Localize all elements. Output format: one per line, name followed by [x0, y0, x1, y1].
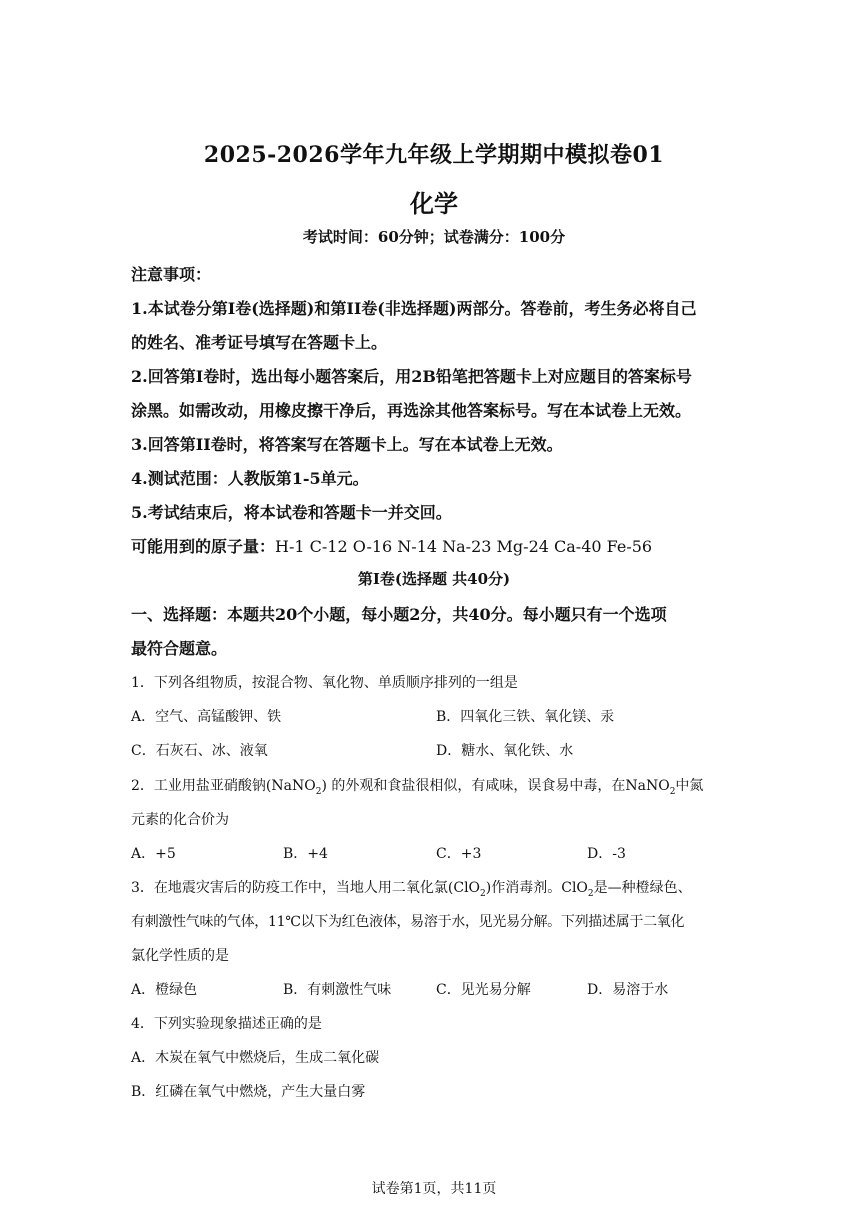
question-3-option-c: C．见光易分解: [436, 982, 531, 998]
exam-title: 2025-2026学年九年级上学期期中模拟卷01: [203, 142, 665, 168]
question-3-stem-line-2: 有刺激性气味的气体，11℃以下为红色液体，易溶于水，见光易分解。下列描述属于二氧化: [131, 914, 685, 930]
question-2-option-c: C．+3: [436, 846, 482, 862]
q2-stem-part-b: ) 的外观和食盐很相似，有咸味，误食易中毒，在NaNO: [321, 778, 670, 794]
question-1-option-c: C．石灰石、冰、液氧: [131, 743, 268, 759]
question-3-option-b: B．有刺激性气味: [283, 982, 392, 998]
question-4-stem: 4．下列实验现象描述正确的是: [131, 1016, 322, 1032]
atomic-mass-values: H-1 C-12 O-16 N-14 Na-23 Mg-24 Ca-40 Fe-56: [275, 537, 653, 556]
question-2-stem-line-1: [131, 775, 746, 797]
part-title: 第I卷(选择题 共40分): [357, 570, 511, 588]
section-heading-line-1: 一、选择题：本题共20个小题，每小题2分，共40分。每小题只有一个选项: [131, 605, 667, 624]
question-4-option-a: A．木炭在氧气中燃烧后，生成二氧化碳: [131, 1050, 380, 1066]
note-1-line-2: 的姓名、准考证号填写在答题卡上。: [131, 333, 388, 352]
atomic-mass-label: 可能用到的原子量：: [131, 537, 276, 556]
note-3: 3.回答第II卷时，将答案写在答题卡上。写在本试卷上无效。: [131, 435, 563, 454]
page-footer: 试卷第1页，共11页: [371, 1181, 497, 1197]
q3-stem-part-c: 是—种橙绿色、: [593, 880, 692, 896]
note-2-line-1: 2.回答第I卷时，选出每小题答案后，用2B铅笔把答题卡上对应题目的答案标号: [131, 367, 692, 386]
question-2-option-b: B．+4: [283, 846, 328, 862]
exam-info: 考试时间：60分钟；试卷满分：100分: [302, 228, 566, 246]
question-1-option-d: D．糖水、氧化铁、水: [436, 743, 574, 759]
question-3-option-a: A．橙绿色: [131, 982, 198, 998]
question-3-stem-line-3: 氯化学性质的是: [131, 948, 229, 964]
note-2-line-2: 涂黑。如需改动，用橡皮擦干净后，再选涂其他答案标号。写在本试卷上无效。: [131, 401, 692, 420]
q3-subscript-2: 2: [587, 888, 594, 899]
question-1-option-a: A．空气、高锰酸钾、铁: [131, 709, 282, 725]
note-1-line-1: 1.本试卷分第I卷(选择题)和第II卷(非选择题)两部分。答卷前，考生务必将自己: [131, 299, 697, 318]
q2-stem-part-c: 中氮: [675, 778, 704, 794]
question-3-option-d: D．易溶于水: [587, 982, 669, 998]
section-heading-line-2: 最符合题意。: [131, 639, 228, 658]
question-2-stem-line-2: 元素的化合价为: [131, 812, 229, 828]
question-2-option-d: D．-3: [587, 846, 626, 862]
q3-stem-part-b: )作消毒剂。ClO: [485, 880, 588, 896]
q2-subscript-1: 2: [315, 786, 322, 797]
question-2-option-a: A．+5: [131, 846, 176, 862]
q2-stem-part-a: 2．工业用盐亚硝酸钠(NaNO: [131, 778, 316, 794]
subject-title: 化学: [410, 189, 458, 218]
q3-subscript-1: 2: [480, 888, 486, 899]
q3-stem-part-a: 3．在地震灾害后的防疫工作中，当地人用二氧化氯(ClO: [131, 880, 481, 896]
atomic-mass-line: [131, 534, 746, 557]
note-5: 5.考试结束后，将本试卷和答题卡一并交回。: [131, 503, 452, 522]
question-4-option-b: B．红磷在氧气中燃烧，产生大量白雾: [131, 1084, 366, 1100]
question-3-stem-line-1: [131, 877, 746, 899]
q2-subscript-2: 2: [669, 786, 676, 797]
note-4: 4.测试范围：人教版第1-5单元。: [131, 469, 369, 488]
question-1-stem: 1．下列各组物质，按混合物、氧化物、单质顺序排列的一组是: [131, 675, 518, 691]
notes-heading: 注意事项：: [131, 265, 212, 284]
question-1-option-b: B．四氧化三铁、氧化镁、汞: [436, 709, 615, 725]
